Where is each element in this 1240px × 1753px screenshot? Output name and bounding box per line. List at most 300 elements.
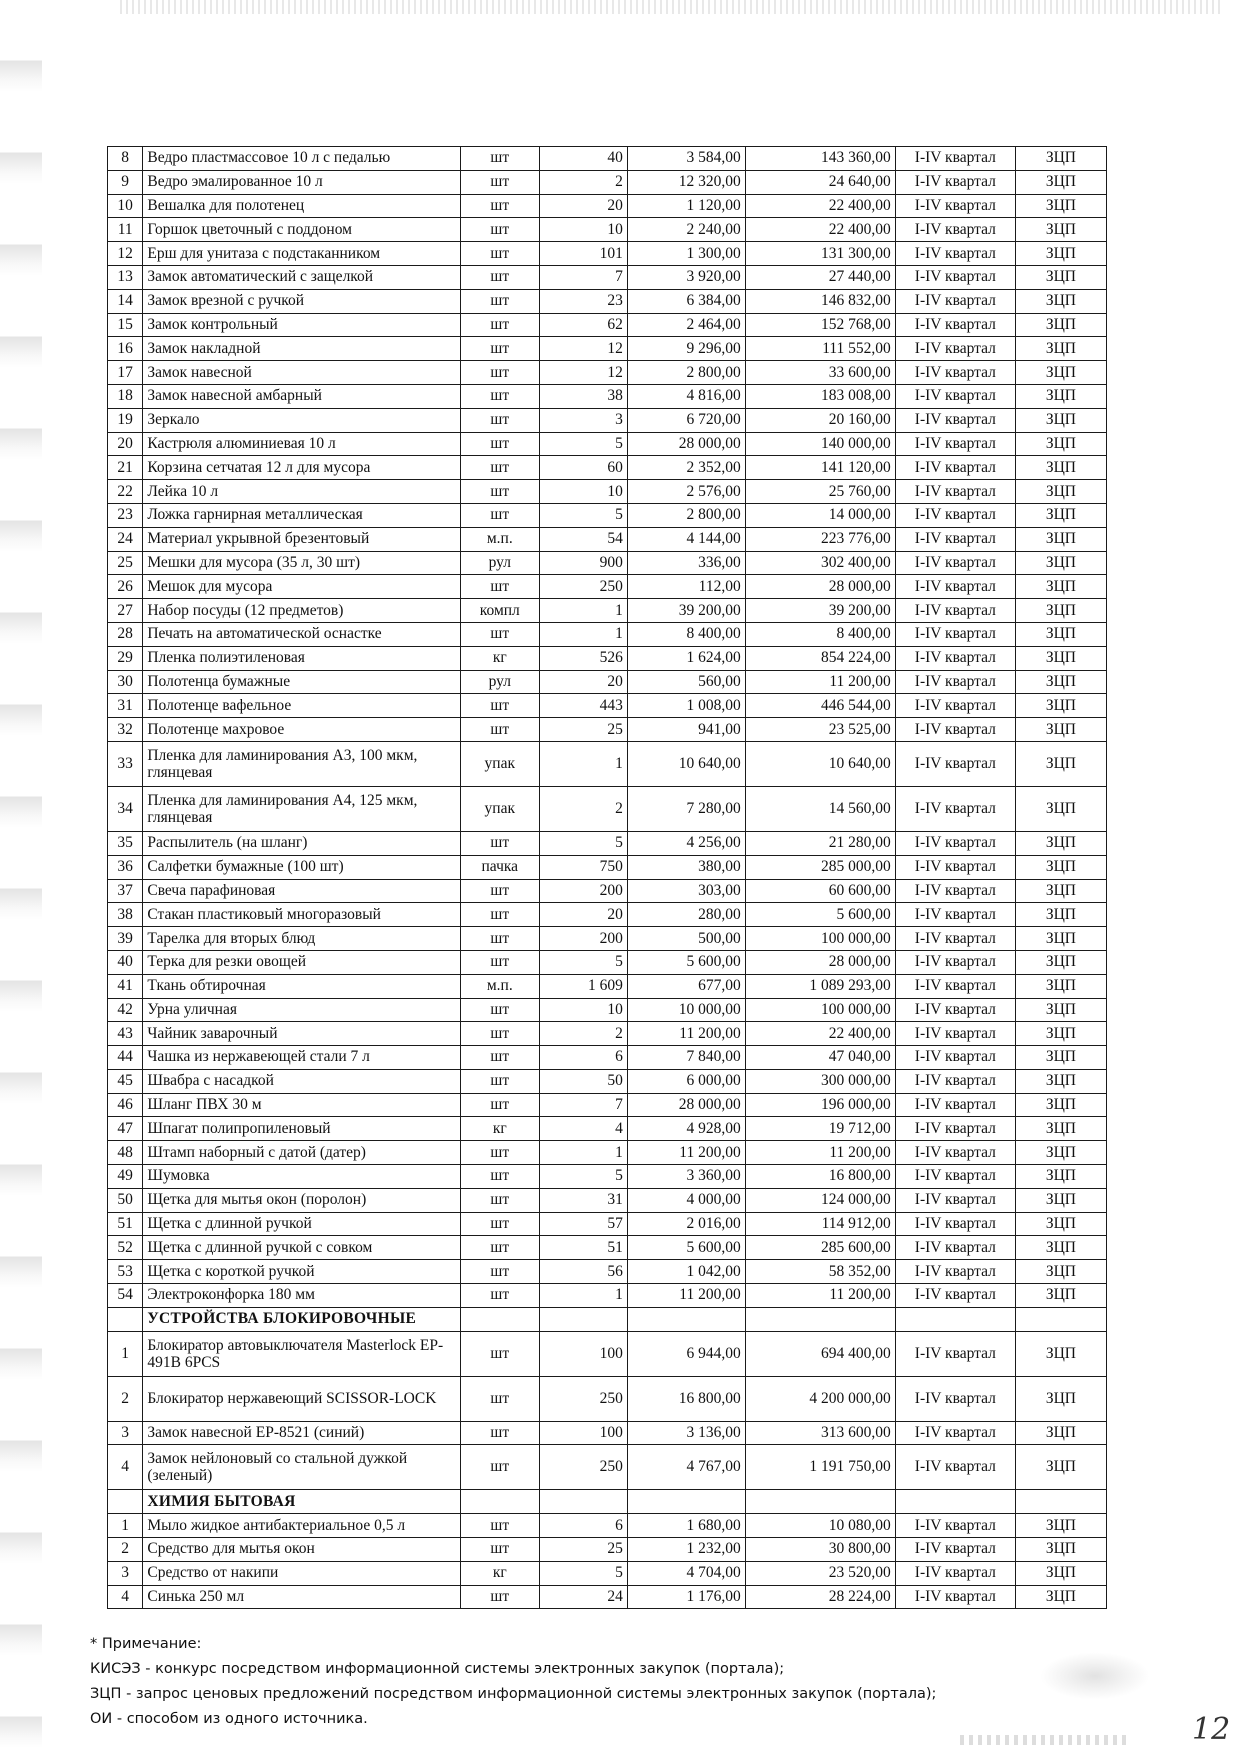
item-name-cell: Замок накладной bbox=[143, 337, 460, 361]
unit-price-cell: 380,00 bbox=[627, 855, 745, 879]
table-row bbox=[108, 879, 1107, 903]
period-cell: I-IV квартал bbox=[895, 1069, 1015, 1093]
method-cell: ЗЦП bbox=[1015, 289, 1106, 313]
quantity-cell: 12 bbox=[539, 337, 627, 361]
item-name-cell: Набор посуды (12 предметов) bbox=[143, 599, 460, 623]
method-cell: ЗЦП bbox=[1015, 1331, 1106, 1376]
quantity-cell: 12 bbox=[539, 361, 627, 385]
item-name-cell: Замок навесной EP-8521 (синий) bbox=[143, 1421, 460, 1445]
unit-cell: шт bbox=[460, 361, 539, 385]
row-number-cell: 3 bbox=[108, 1561, 143, 1585]
total-sum-cell: 22 400,00 bbox=[745, 1022, 895, 1046]
unit-price-cell: 1 008,00 bbox=[627, 694, 745, 718]
faded-stamp-text bbox=[960, 1735, 1130, 1745]
unit-price-cell: 1 176,00 bbox=[627, 1585, 745, 1609]
table-row bbox=[108, 974, 1107, 998]
item-name-cell: Замок нейлоновый со стальной дужкой (зеленый) bbox=[143, 1445, 460, 1490]
unit-cell: шт bbox=[460, 1069, 539, 1093]
period-cell: I-IV квартал bbox=[895, 361, 1015, 385]
total-sum-cell: 111 552,00 bbox=[745, 337, 895, 361]
quantity-cell: 1 bbox=[539, 622, 627, 646]
quantity-cell: 250 bbox=[539, 1445, 627, 1490]
quantity-cell: 200 bbox=[539, 927, 627, 951]
method-cell: ЗЦП bbox=[1015, 1046, 1106, 1070]
period-cell: I-IV квартал bbox=[895, 313, 1015, 337]
quantity-cell: 6 bbox=[539, 1046, 627, 1070]
table-row bbox=[108, 527, 1107, 551]
unit-cell: кг bbox=[460, 1561, 539, 1585]
unit-price-cell: 2 016,00 bbox=[627, 1212, 745, 1236]
row-number-cell: 42 bbox=[108, 998, 143, 1022]
quantity-cell: 6 bbox=[539, 1514, 627, 1538]
table-row bbox=[108, 1421, 1107, 1445]
row-number-cell: 41 bbox=[108, 974, 143, 998]
table-row bbox=[108, 786, 1107, 831]
table-row bbox=[108, 1117, 1107, 1141]
method-cell: ЗЦП bbox=[1015, 718, 1106, 742]
period-cell: I-IV квартал bbox=[895, 1022, 1015, 1046]
row-number-cell: 8 bbox=[108, 147, 143, 171]
row-number-cell: 46 bbox=[108, 1093, 143, 1117]
unit-price-cell: 10 000,00 bbox=[627, 998, 745, 1022]
table-row bbox=[108, 194, 1107, 218]
item-name-cell: Урна уличная bbox=[143, 998, 460, 1022]
unit-price-cell: 2 240,00 bbox=[627, 218, 745, 242]
period-cell: I-IV квартал bbox=[895, 432, 1015, 456]
unit-price-cell: 4 767,00 bbox=[627, 1445, 745, 1490]
unit-price-cell: 280,00 bbox=[627, 903, 745, 927]
item-name-cell: Замок врезной с ручкой bbox=[143, 289, 460, 313]
total-sum-cell: 10 640,00 bbox=[745, 741, 895, 786]
unit-price-cell: 112,00 bbox=[627, 575, 745, 599]
row-number-cell: 52 bbox=[108, 1236, 143, 1260]
unit-cell: шт bbox=[460, 1421, 539, 1445]
item-name-cell: Свеча парафиновая bbox=[143, 879, 460, 903]
method-cell: ЗЦП bbox=[1015, 1141, 1106, 1165]
unit-cell: шт bbox=[460, 1585, 539, 1609]
period-cell: I-IV квартал bbox=[895, 718, 1015, 742]
total-sum-cell: 20 160,00 bbox=[745, 408, 895, 432]
period-cell: I-IV квартал bbox=[895, 575, 1015, 599]
period-cell: I-IV квартал bbox=[895, 503, 1015, 527]
table-row bbox=[108, 337, 1107, 361]
table-row bbox=[108, 361, 1107, 385]
period-cell: I-IV квартал bbox=[895, 694, 1015, 718]
quantity-cell: 23 bbox=[539, 289, 627, 313]
method-cell: ЗЦП bbox=[1015, 170, 1106, 194]
table-row bbox=[108, 1284, 1107, 1308]
total-sum-cell: 14 000,00 bbox=[745, 503, 895, 527]
total-sum-cell: 11 200,00 bbox=[745, 670, 895, 694]
quantity-cell: 5 bbox=[539, 1561, 627, 1585]
unit-cell: шт bbox=[460, 1093, 539, 1117]
unit-price-cell: 4 704,00 bbox=[627, 1561, 745, 1585]
item-name-cell: Пленка полиэтиленовая bbox=[143, 646, 460, 670]
item-name-cell: Стакан пластиковый многоразовый bbox=[143, 903, 460, 927]
unit-cell: шт bbox=[460, 337, 539, 361]
unit-cell: шт bbox=[460, 170, 539, 194]
item-name-cell: Полотенца бумажные bbox=[143, 670, 460, 694]
row-number-cell: 28 bbox=[108, 622, 143, 646]
period-cell: I-IV квартал bbox=[895, 408, 1015, 432]
method-cell: ЗЦП bbox=[1015, 1284, 1106, 1308]
unit-price-cell: 11 200,00 bbox=[627, 1022, 745, 1046]
unit-cell: шт bbox=[460, 1022, 539, 1046]
total-sum-cell: 11 200,00 bbox=[745, 1284, 895, 1308]
unit-cell: шт bbox=[460, 1331, 539, 1376]
quantity-cell: 1 bbox=[539, 1284, 627, 1308]
unit-cell: шт bbox=[460, 218, 539, 242]
unit-cell bbox=[460, 1490, 539, 1514]
table-row bbox=[108, 1514, 1107, 1538]
quantity-cell: 100 bbox=[539, 1421, 627, 1445]
table-row bbox=[108, 384, 1107, 408]
unit-price-cell: 2 800,00 bbox=[627, 503, 745, 527]
total-sum-cell: 22 400,00 bbox=[745, 218, 895, 242]
total-sum-cell: 131 300,00 bbox=[745, 242, 895, 266]
total-sum-cell: 28 000,00 bbox=[745, 575, 895, 599]
quantity-cell: 57 bbox=[539, 1212, 627, 1236]
unit-cell: рул bbox=[460, 551, 539, 575]
quantity-cell: 54 bbox=[539, 527, 627, 551]
quantity-cell: 443 bbox=[539, 694, 627, 718]
table-row bbox=[108, 313, 1107, 337]
row-number-cell: 33 bbox=[108, 741, 143, 786]
table-row bbox=[108, 718, 1107, 742]
item-name-cell: Печать на автоматической оснастке bbox=[143, 622, 460, 646]
total-sum-cell: 16 800,00 bbox=[745, 1165, 895, 1189]
row-number-cell bbox=[108, 1490, 143, 1514]
row-number-cell: 35 bbox=[108, 831, 143, 855]
unit-price-cell: 11 200,00 bbox=[627, 1284, 745, 1308]
method-cell: ЗЦП bbox=[1015, 361, 1106, 385]
quantity-cell: 1 bbox=[539, 599, 627, 623]
total-sum-cell: 140 000,00 bbox=[745, 432, 895, 456]
method-cell: ЗЦП bbox=[1015, 998, 1106, 1022]
method-cell: ЗЦП bbox=[1015, 1212, 1106, 1236]
row-number-cell: 2 bbox=[108, 1376, 143, 1421]
period-cell: I-IV квартал bbox=[895, 1212, 1015, 1236]
table-row bbox=[108, 1236, 1107, 1260]
table-row bbox=[108, 927, 1107, 951]
method-cell: ЗЦП bbox=[1015, 1188, 1106, 1212]
method-cell: ЗЦП bbox=[1015, 1022, 1106, 1046]
period-cell: I-IV квартал bbox=[895, 1188, 1015, 1212]
row-number-cell: 40 bbox=[108, 950, 143, 974]
row-number-cell: 9 bbox=[108, 170, 143, 194]
quantity-cell: 3 bbox=[539, 408, 627, 432]
total-sum-cell: 114 912,00 bbox=[745, 1212, 895, 1236]
period-cell: I-IV квартал bbox=[895, 551, 1015, 575]
table-row bbox=[108, 1376, 1107, 1421]
unit-price-cell: 5 600,00 bbox=[627, 1236, 745, 1260]
method-cell: ЗЦП bbox=[1015, 741, 1106, 786]
row-number-cell: 1 bbox=[108, 1331, 143, 1376]
row-number-cell: 53 bbox=[108, 1260, 143, 1284]
method-cell: ЗЦП bbox=[1015, 1260, 1106, 1284]
row-number-cell: 22 bbox=[108, 480, 143, 504]
scan-artifact bbox=[120, 0, 1220, 14]
period-cell: I-IV квартал bbox=[895, 1093, 1015, 1117]
unit-price-cell: 6 000,00 bbox=[627, 1069, 745, 1093]
total-sum-cell: 146 832,00 bbox=[745, 289, 895, 313]
total-sum-cell: 141 120,00 bbox=[745, 456, 895, 480]
unit-cell: шт bbox=[460, 313, 539, 337]
method-cell bbox=[1015, 1307, 1106, 1331]
table-row bbox=[108, 218, 1107, 242]
quantity-cell: 750 bbox=[539, 855, 627, 879]
item-name-cell: Щетка с длинной ручкой с совком bbox=[143, 1236, 460, 1260]
item-name-cell: Шумовка bbox=[143, 1165, 460, 1189]
notes-line-oi: ОИ - способом из одного источника. bbox=[90, 1711, 368, 1727]
item-name-cell: Шпагат полипропиленовый bbox=[143, 1117, 460, 1141]
method-cell: ЗЦП bbox=[1015, 1561, 1106, 1585]
period-cell: I-IV квартал bbox=[895, 1331, 1015, 1376]
unit-cell: шт bbox=[460, 879, 539, 903]
quantity-cell: 10 bbox=[539, 218, 627, 242]
unit-price-cell: 4 928,00 bbox=[627, 1117, 745, 1141]
period-cell: I-IV квартал bbox=[895, 1421, 1015, 1445]
period-cell: I-IV квартал bbox=[895, 1376, 1015, 1421]
row-number-cell: 19 bbox=[108, 408, 143, 432]
notes-line-zcp: ЗЦП - запрос ценовых предложений посредством информационной системы электронных закупок (портала); bbox=[90, 1686, 937, 1702]
unit-cell: шт bbox=[460, 1188, 539, 1212]
unit-cell: шт bbox=[460, 194, 539, 218]
item-name-cell: Щетка с короткой ручкой bbox=[143, 1260, 460, 1284]
total-sum-cell: 10 080,00 bbox=[745, 1514, 895, 1538]
total-sum-cell: 302 400,00 bbox=[745, 551, 895, 575]
unit-cell: шт bbox=[460, 622, 539, 646]
method-cell: ЗЦП bbox=[1015, 480, 1106, 504]
row-number-cell: 15 bbox=[108, 313, 143, 337]
unit-cell: шт bbox=[460, 1284, 539, 1308]
unit-cell: шт bbox=[460, 384, 539, 408]
item-name-cell: Корзина сетчатая 12 л для мусора bbox=[143, 456, 460, 480]
table-row bbox=[108, 480, 1107, 504]
quantity-cell: 56 bbox=[539, 1260, 627, 1284]
row-number-cell: 14 bbox=[108, 289, 143, 313]
item-name-cell: Мыло жидкое антибактериальное 0,5 л bbox=[143, 1514, 460, 1538]
period-cell: I-IV квартал bbox=[895, 1445, 1015, 1490]
table-row bbox=[108, 1069, 1107, 1093]
total-sum-cell: 47 040,00 bbox=[745, 1046, 895, 1070]
unit-cell: кг bbox=[460, 1117, 539, 1141]
method-cell: ЗЦП bbox=[1015, 855, 1106, 879]
table-row bbox=[108, 1165, 1107, 1189]
period-cell: I-IV квартал bbox=[895, 1514, 1015, 1538]
method-cell: ЗЦП bbox=[1015, 503, 1106, 527]
method-cell: ЗЦП bbox=[1015, 575, 1106, 599]
section-header-row bbox=[108, 1490, 1107, 1514]
total-sum-cell: 24 640,00 bbox=[745, 170, 895, 194]
quantity-cell: 2 bbox=[539, 786, 627, 831]
unit-cell: упак bbox=[460, 786, 539, 831]
quantity-cell: 1 bbox=[539, 741, 627, 786]
table-row bbox=[108, 670, 1107, 694]
method-cell: ЗЦП bbox=[1015, 456, 1106, 480]
period-cell: I-IV квартал bbox=[895, 480, 1015, 504]
quantity-cell: 20 bbox=[539, 903, 627, 927]
total-sum-cell: 14 560,00 bbox=[745, 786, 895, 831]
unit-cell: шт bbox=[460, 694, 539, 718]
quantity-cell: 5 bbox=[539, 503, 627, 527]
unit-cell: шт bbox=[460, 265, 539, 289]
table-row bbox=[108, 599, 1107, 623]
unit-cell bbox=[460, 1307, 539, 1331]
table-row bbox=[108, 432, 1107, 456]
row-number-cell: 32 bbox=[108, 718, 143, 742]
period-cell: I-IV квартал bbox=[895, 456, 1015, 480]
unit-cell: шт bbox=[460, 1046, 539, 1070]
unit-price-cell: 8 400,00 bbox=[627, 622, 745, 646]
period-cell: I-IV квартал bbox=[895, 831, 1015, 855]
unit-price-cell: 2 464,00 bbox=[627, 313, 745, 337]
period-cell: I-IV квартал bbox=[895, 289, 1015, 313]
total-sum-cell: 124 000,00 bbox=[745, 1188, 895, 1212]
total-sum-cell: 854 224,00 bbox=[745, 646, 895, 670]
row-number-cell: 11 bbox=[108, 218, 143, 242]
item-name-cell: Пленка для ламинирования А3, 100 мкм, глянцевая bbox=[143, 741, 460, 786]
period-cell: I-IV квартал bbox=[895, 1165, 1015, 1189]
unit-price-cell: 7 280,00 bbox=[627, 786, 745, 831]
total-sum-cell: 27 440,00 bbox=[745, 265, 895, 289]
unit-cell: шт bbox=[460, 289, 539, 313]
period-cell: I-IV квартал bbox=[895, 927, 1015, 951]
table-row bbox=[108, 1212, 1107, 1236]
table-row bbox=[108, 950, 1107, 974]
total-sum-cell: 8 400,00 bbox=[745, 622, 895, 646]
total-sum-cell: 1 089 293,00 bbox=[745, 974, 895, 998]
row-number-cell: 43 bbox=[108, 1022, 143, 1046]
item-name-cell: Ведро пластмассовое 10 л с педалью bbox=[143, 147, 460, 171]
item-name-cell: Штамп наборный с датой (датер) bbox=[143, 1141, 460, 1165]
quantity-cell bbox=[539, 1307, 627, 1331]
period-cell: I-IV квартал bbox=[895, 265, 1015, 289]
unit-cell: м.п. bbox=[460, 974, 539, 998]
period-cell: I-IV квартал bbox=[895, 670, 1015, 694]
table-row bbox=[108, 147, 1107, 171]
unit-cell: шт bbox=[460, 503, 539, 527]
period-cell: I-IV квартал bbox=[895, 1561, 1015, 1585]
item-name-cell: Блокиратор автовыключателя Masterlock EP-491B 6PCS bbox=[143, 1331, 460, 1376]
row-number-cell: 36 bbox=[108, 855, 143, 879]
total-sum-cell: 4 200 000,00 bbox=[745, 1376, 895, 1421]
row-number-cell: 31 bbox=[108, 694, 143, 718]
unit-cell: рул bbox=[460, 670, 539, 694]
row-number-cell: 27 bbox=[108, 599, 143, 623]
item-name-cell: Блокиратор нержавеющий SCISSOR-LOCK bbox=[143, 1376, 460, 1421]
unit-price-cell: 2 352,00 bbox=[627, 456, 745, 480]
unit-price-cell: 9 296,00 bbox=[627, 337, 745, 361]
period-cell: I-IV квартал bbox=[895, 903, 1015, 927]
unit-price-cell: 1 232,00 bbox=[627, 1538, 745, 1562]
unit-price-cell: 5 600,00 bbox=[627, 950, 745, 974]
table-row bbox=[108, 694, 1107, 718]
method-cell: ЗЦП bbox=[1015, 242, 1106, 266]
period-cell: I-IV квартал bbox=[895, 1284, 1015, 1308]
method-cell: ЗЦП bbox=[1015, 694, 1106, 718]
row-number-cell: 30 bbox=[108, 670, 143, 694]
notes-block bbox=[90, 1632, 1150, 1732]
period-cell: I-IV квартал bbox=[895, 218, 1015, 242]
table-body bbox=[108, 147, 1107, 1609]
total-sum-cell: 19 712,00 bbox=[745, 1117, 895, 1141]
period-cell: I-IV квартал bbox=[895, 384, 1015, 408]
item-name-cell: Ведро эмалированное 10 л bbox=[143, 170, 460, 194]
unit-price-cell: 3 360,00 bbox=[627, 1165, 745, 1189]
item-name-cell: Синька 250 мл bbox=[143, 1585, 460, 1609]
quantity-cell: 20 bbox=[539, 194, 627, 218]
total-sum-cell: 25 760,00 bbox=[745, 480, 895, 504]
total-sum-cell: 300 000,00 bbox=[745, 1069, 895, 1093]
row-number-cell: 26 bbox=[108, 575, 143, 599]
period-cell: I-IV квартал bbox=[895, 1046, 1015, 1070]
table-row bbox=[108, 1538, 1107, 1562]
table-row bbox=[108, 408, 1107, 432]
item-name-cell: Замок навесной bbox=[143, 361, 460, 385]
item-name-cell: Салфетки бумажные (100 шт) bbox=[143, 855, 460, 879]
row-number-cell: 37 bbox=[108, 879, 143, 903]
unit-cell: упак bbox=[460, 741, 539, 786]
table-row bbox=[108, 646, 1107, 670]
unit-price-cell: 560,00 bbox=[627, 670, 745, 694]
item-name-cell: Ерш для унитаза с подстаканником bbox=[143, 242, 460, 266]
total-sum-cell bbox=[745, 1490, 895, 1514]
row-number-cell: 13 bbox=[108, 265, 143, 289]
unit-cell: шт bbox=[460, 1260, 539, 1284]
table-row bbox=[108, 1445, 1107, 1490]
row-number-cell: 47 bbox=[108, 1117, 143, 1141]
quantity-cell bbox=[539, 1490, 627, 1514]
unit-cell: шт bbox=[460, 1514, 539, 1538]
item-name-cell: Терка для резки овощей bbox=[143, 950, 460, 974]
unit-price-cell: 28 000,00 bbox=[627, 432, 745, 456]
notes-title: * Примечание: bbox=[90, 1636, 202, 1652]
item-name-cell: Лейка 10 л bbox=[143, 480, 460, 504]
total-sum-cell: 223 776,00 bbox=[745, 527, 895, 551]
total-sum-cell: 23 520,00 bbox=[745, 1561, 895, 1585]
period-cell: I-IV квартал bbox=[895, 1585, 1015, 1609]
method-cell: ЗЦП bbox=[1015, 831, 1106, 855]
unit-price-cell: 1 624,00 bbox=[627, 646, 745, 670]
quantity-cell: 4 bbox=[539, 1117, 627, 1141]
method-cell: ЗЦП bbox=[1015, 950, 1106, 974]
period-cell: I-IV квартал bbox=[895, 1117, 1015, 1141]
method-cell: ЗЦП bbox=[1015, 1236, 1106, 1260]
quantity-cell: 50 bbox=[539, 1069, 627, 1093]
total-sum-cell: 28 000,00 bbox=[745, 950, 895, 974]
quantity-cell: 526 bbox=[539, 646, 627, 670]
unit-price-cell: 336,00 bbox=[627, 551, 745, 575]
unit-cell: шт bbox=[460, 432, 539, 456]
item-name-cell: Ткань обтирочная bbox=[143, 974, 460, 998]
unit-cell: шт bbox=[460, 1212, 539, 1236]
period-cell bbox=[895, 1307, 1015, 1331]
quantity-cell: 7 bbox=[539, 1093, 627, 1117]
quantity-cell: 900 bbox=[539, 551, 627, 575]
table-row bbox=[108, 998, 1107, 1022]
method-cell: ЗЦП bbox=[1015, 432, 1106, 456]
item-name-cell: Полотенце махровое bbox=[143, 718, 460, 742]
period-cell: I-IV квартал bbox=[895, 950, 1015, 974]
method-cell: ЗЦП bbox=[1015, 1445, 1106, 1490]
unit-price-cell: 10 640,00 bbox=[627, 741, 745, 786]
method-cell: ЗЦП bbox=[1015, 218, 1106, 242]
row-number-cell: 3 bbox=[108, 1421, 143, 1445]
item-name-cell: Чайник заварочный bbox=[143, 1022, 460, 1046]
table-row bbox=[108, 503, 1107, 527]
unit-price-cell: 303,00 bbox=[627, 879, 745, 903]
